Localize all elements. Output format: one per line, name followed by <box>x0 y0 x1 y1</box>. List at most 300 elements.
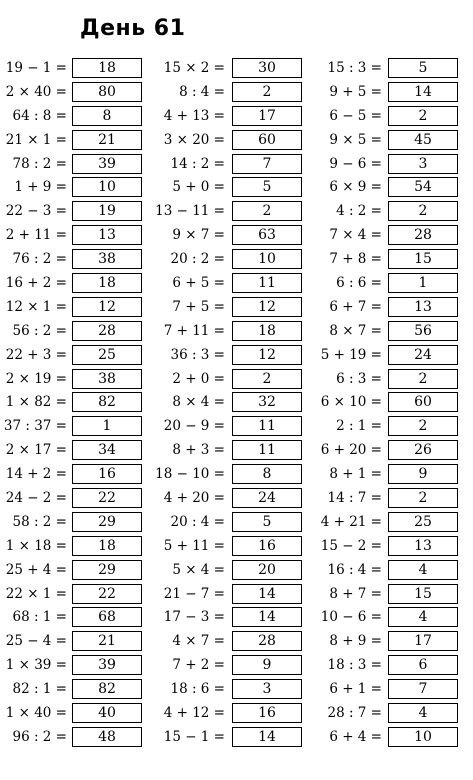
expression: 4 × 7 = <box>172 633 225 650</box>
expression: 5 + 0 = <box>172 179 225 196</box>
expression: 96 : 2 = <box>12 728 67 745</box>
answer-box: 18 <box>232 321 302 341</box>
answer-box: 48 <box>72 727 142 747</box>
expression: 1 + 9 = <box>14 179 67 196</box>
answer-box: 22 <box>72 584 142 604</box>
answer-box: 16 <box>232 703 302 723</box>
exercise-row <box>158 536 318 560</box>
expression-wrap <box>318 273 382 293</box>
expression: 15 × 2 = <box>163 60 225 76</box>
expression: 78 : 2 = <box>12 155 67 172</box>
answer-box: 11 <box>232 273 302 293</box>
exercise-row <box>318 392 473 416</box>
expression: 14 : 7 = <box>327 490 382 507</box>
exercise-row <box>0 416 158 440</box>
expression: 9 + 5 = <box>329 83 382 100</box>
expression-wrap <box>318 154 382 174</box>
answer-box: 60 <box>232 130 302 150</box>
expression-wrap <box>318 249 382 269</box>
expression: 56 : 2 = <box>12 322 67 339</box>
expression-wrap <box>318 82 382 102</box>
expression: 58 : 2 = <box>12 513 67 530</box>
expression: 6 − 5 = <box>329 107 382 124</box>
exercise-row <box>0 82 158 106</box>
expression: 7 + 8 = <box>329 251 382 268</box>
answer-box: 2 <box>232 369 302 389</box>
expression-wrap <box>158 536 225 556</box>
expression: 7 + 5 = <box>172 298 225 315</box>
expression-wrap <box>0 464 67 484</box>
exercise-row <box>0 201 158 225</box>
expression-wrap <box>318 416 382 436</box>
expression: 18 − 10 = <box>155 466 225 483</box>
answer-box: 7 <box>388 679 458 699</box>
answer-box: 13 <box>388 536 458 556</box>
expression: 2 + 11 = <box>5 227 67 244</box>
answer-box: 54 <box>388 177 458 197</box>
expression: 8 + 9 = <box>329 633 382 650</box>
expression-wrap <box>158 560 225 580</box>
expression: 10 − 6 = <box>320 609 382 626</box>
answer-box: 15 <box>388 249 458 269</box>
expression-wrap <box>318 512 382 532</box>
exercise-row <box>158 607 318 631</box>
answer-box: 38 <box>72 369 142 389</box>
answer-box: 4 <box>388 703 458 723</box>
expression: 6 + 4 = <box>329 728 382 745</box>
exercise-row <box>158 58 318 82</box>
exercise-row <box>318 369 473 393</box>
expression-wrap <box>158 584 225 604</box>
answer-box: 2 <box>232 82 302 102</box>
exercise-row <box>158 225 318 249</box>
answer-box: 82 <box>72 679 142 699</box>
expression-wrap <box>318 679 382 699</box>
expression-wrap <box>318 225 382 245</box>
exercise-row <box>318 106 473 130</box>
expression: 2 × 17 = <box>5 442 67 459</box>
page-title: День 61 <box>80 16 186 41</box>
exercise-row <box>158 727 318 751</box>
expression-wrap <box>158 225 225 245</box>
expression: 16 : 4 = <box>327 561 382 578</box>
expression: 2 × 19 = <box>5 370 67 387</box>
answer-box: 19 <box>72 201 142 221</box>
exercise-row <box>0 464 158 488</box>
expression-wrap <box>0 512 67 532</box>
expression: 4 : 2 = <box>336 203 382 220</box>
answer-box: 28 <box>232 631 302 651</box>
answer-box: 20 <box>232 560 302 580</box>
answer-box: 17 <box>388 631 458 651</box>
expression: 64 : 8 = <box>12 107 67 124</box>
expression-wrap <box>318 345 382 365</box>
expression: 1 × 40 = <box>5 705 67 722</box>
answer-box: 24 <box>232 488 302 508</box>
expression-wrap <box>158 512 225 532</box>
answer-box: 4 <box>388 607 458 627</box>
expression: 16 + 2 = <box>5 275 67 292</box>
expression: 9 − 6 = <box>329 155 382 172</box>
exercise-row <box>0 703 158 727</box>
answer-box: 21 <box>72 631 142 651</box>
expression: 18 : 6 = <box>170 681 225 698</box>
answer-box: 14 <box>388 82 458 102</box>
expression: 20 : 4 = <box>170 513 225 530</box>
exercise-row <box>318 273 473 297</box>
expression: 8 : 4 = <box>179 83 225 100</box>
exercise-row <box>0 607 158 631</box>
answer-box: 28 <box>72 321 142 341</box>
expression: 2 × 40 = <box>5 83 67 100</box>
expression-wrap <box>318 703 382 723</box>
expression: 28 : 7 = <box>327 705 382 722</box>
expression-wrap <box>0 130 67 150</box>
exercise-row <box>0 440 158 464</box>
answer-box: 7 <box>232 154 302 174</box>
answer-box: 12 <box>72 297 142 317</box>
answer-box: 17 <box>232 106 302 126</box>
exercise-row <box>318 440 473 464</box>
expression-wrap <box>318 297 382 317</box>
expression-wrap <box>158 345 225 365</box>
expression: 6 + 1 = <box>329 681 382 698</box>
exercise-row <box>318 464 473 488</box>
exercise-row <box>158 249 318 273</box>
expression-wrap <box>158 58 225 78</box>
answer-box: 26 <box>388 440 458 460</box>
exercise-row <box>318 536 473 560</box>
expression: 22 − 3 = <box>5 203 67 220</box>
exercise-row <box>158 440 318 464</box>
expression: 6 + 7 = <box>329 298 382 315</box>
answer-box: 21 <box>72 130 142 150</box>
expression-wrap <box>0 321 67 341</box>
answer-box: 18 <box>72 536 142 556</box>
answer-box: 28 <box>388 225 458 245</box>
answer-box: 60 <box>388 392 458 412</box>
answer-box: 25 <box>388 512 458 532</box>
answer-box: 6 <box>388 655 458 675</box>
expression: 13 − 11 = <box>155 203 225 220</box>
expression-wrap <box>318 369 382 389</box>
exercise-row <box>0 273 158 297</box>
answer-box: 9 <box>388 464 458 484</box>
expression-wrap <box>318 536 382 556</box>
answer-box: 1 <box>72 416 142 436</box>
answer-box: 2 <box>388 488 458 508</box>
expression: 15 : 3 = <box>327 60 382 76</box>
exercise-row <box>318 703 473 727</box>
expression-wrap <box>0 297 67 317</box>
exercise-row <box>318 560 473 584</box>
exercise-row <box>318 297 473 321</box>
expression: 25 + 4 = <box>5 561 67 578</box>
exercise-row <box>318 655 473 679</box>
expression-wrap <box>158 607 225 627</box>
exercise-row <box>158 631 318 655</box>
expression-wrap <box>0 416 67 436</box>
answer-box: 24 <box>388 345 458 365</box>
exercise-row <box>318 584 473 608</box>
exercise-row <box>318 512 473 536</box>
exercise-row <box>0 631 158 655</box>
exercise-row <box>158 177 318 201</box>
answer-box: 39 <box>72 655 142 675</box>
exercise-row <box>318 177 473 201</box>
expression-wrap <box>0 177 67 197</box>
answer-box: 45 <box>388 130 458 150</box>
expression-wrap <box>158 297 225 317</box>
expression: 8 × 7 = <box>329 322 382 339</box>
answer-box: 30 <box>232 58 302 78</box>
answer-box: 39 <box>72 154 142 174</box>
answer-box: 13 <box>72 225 142 245</box>
expression: 36 : 3 = <box>170 346 225 363</box>
answer-box: 4 <box>388 560 458 580</box>
exercise-row <box>0 321 158 345</box>
answer-box: 11 <box>232 440 302 460</box>
expression-wrap <box>318 488 382 508</box>
exercise-row <box>318 82 473 106</box>
expression-wrap <box>318 464 382 484</box>
exercise-row <box>158 106 318 130</box>
expression: 8 + 7 = <box>329 585 382 602</box>
answer-box: 13 <box>388 297 458 317</box>
answer-box: 10 <box>388 727 458 747</box>
exercise-row <box>0 345 158 369</box>
expression-wrap <box>158 727 225 747</box>
answer-box: 2 <box>388 416 458 436</box>
expression-wrap <box>318 201 382 221</box>
answer-box: 5 <box>232 177 302 197</box>
answer-box: 5 <box>232 512 302 532</box>
exercise-column-2 <box>155 58 318 751</box>
expression: 19 − 1 = <box>5 60 67 76</box>
expression: 21 − 7 = <box>163 585 225 602</box>
answer-box: 3 <box>232 679 302 699</box>
expression: 15 − 1 = <box>163 728 225 745</box>
expression-wrap <box>158 703 225 723</box>
expression-wrap <box>0 703 67 723</box>
answer-box: 56 <box>388 321 458 341</box>
exercise-row <box>318 607 473 631</box>
exercise-row <box>155 201 318 225</box>
answer-box: 2 <box>388 106 458 126</box>
expression: 6 + 5 = <box>172 275 225 292</box>
expression: 24 − 2 = <box>5 490 67 507</box>
expression-wrap <box>158 392 225 412</box>
expression: 6 : 3 = <box>336 370 382 387</box>
expression: 8 + 1 = <box>329 466 382 483</box>
expression: 8 + 3 = <box>172 442 225 459</box>
expression-wrap <box>318 727 382 747</box>
expression: 14 : 2 = <box>170 155 225 172</box>
expression: 1 × 18 = <box>5 537 67 554</box>
exercise-row <box>0 512 158 536</box>
answer-box: 29 <box>72 512 142 532</box>
expression: 25 − 4 = <box>5 633 67 650</box>
expression: 4 + 20 = <box>163 490 225 507</box>
answer-box: 18 <box>72 58 142 78</box>
exercise-row <box>158 488 318 512</box>
expression-wrap <box>318 58 382 78</box>
exercise-row <box>158 345 318 369</box>
expression: 6 × 10 = <box>320 394 382 411</box>
answer-box: 14 <box>232 584 302 604</box>
expression-wrap <box>318 584 382 604</box>
answer-box: 2 <box>388 201 458 221</box>
expression-wrap <box>0 82 67 102</box>
expression: 7 + 11 = <box>163 322 225 339</box>
answer-box: 82 <box>72 392 142 412</box>
exercise-row <box>0 488 158 512</box>
expression-wrap <box>158 679 225 699</box>
expression: 37 : 37 = <box>3 418 67 435</box>
exercise-row <box>158 560 318 584</box>
expression-wrap <box>0 440 67 460</box>
expression-wrap <box>318 607 382 627</box>
expression-wrap <box>158 631 225 651</box>
expression: 7 × 4 = <box>329 227 382 244</box>
expression-wrap <box>155 464 225 484</box>
answer-box: 15 <box>388 584 458 604</box>
expression-wrap <box>0 631 67 651</box>
expression: 9 × 7 = <box>172 227 225 244</box>
exercise-row <box>0 177 158 201</box>
expression: 4 + 13 = <box>163 107 225 124</box>
expression: 76 : 2 = <box>12 251 67 268</box>
exercise-row <box>0 154 158 178</box>
exercise-row <box>0 225 158 249</box>
expression: 8 × 4 = <box>172 394 225 411</box>
exercise-row <box>0 369 158 393</box>
answer-box: 14 <box>232 607 302 627</box>
expression-wrap <box>318 560 382 580</box>
exercise-row <box>158 655 318 679</box>
exercise-row <box>158 679 318 703</box>
answer-box: 10 <box>72 177 142 197</box>
exercise-row <box>158 321 318 345</box>
exercise-row <box>158 512 318 536</box>
expression: 82 : 1 = <box>12 681 67 698</box>
expression-wrap <box>0 225 67 245</box>
exercise-row <box>158 392 318 416</box>
exercise-row <box>318 225 473 249</box>
answer-box: 8 <box>72 106 142 126</box>
expression-wrap <box>0 273 67 293</box>
expression: 5 + 19 = <box>320 346 382 363</box>
expression: 21 × 1 = <box>5 131 67 148</box>
expression: 20 − 9 = <box>163 418 225 435</box>
expression: 2 + 0 = <box>172 370 225 387</box>
expression-wrap <box>0 727 67 747</box>
exercise-row <box>318 679 473 703</box>
exercise-column-3 <box>318 58 473 751</box>
answer-box: 34 <box>72 440 142 460</box>
expression: 22 + 3 = <box>5 346 67 363</box>
answer-box: 1 <box>388 273 458 293</box>
expression-wrap <box>0 106 67 126</box>
expression-wrap <box>318 392 382 412</box>
expression-wrap <box>0 392 67 412</box>
expression: 14 + 2 = <box>5 466 67 483</box>
exercise-row <box>318 58 473 82</box>
exercise-row <box>158 584 318 608</box>
exercise-row <box>0 58 158 82</box>
expression: 20 : 2 = <box>170 251 225 268</box>
answer-box: 40 <box>72 703 142 723</box>
exercise-row <box>0 727 158 751</box>
exercise-row <box>158 297 318 321</box>
expression-wrap <box>0 58 67 78</box>
expression-wrap <box>318 130 382 150</box>
expression-wrap <box>158 249 225 269</box>
expression-wrap <box>318 177 382 197</box>
expression-wrap <box>158 177 225 197</box>
exercise-row <box>318 631 473 655</box>
expression-wrap <box>158 488 225 508</box>
exercise-row <box>318 321 473 345</box>
exercise-row <box>0 297 158 321</box>
expression-wrap <box>0 154 67 174</box>
answer-box: 29 <box>72 560 142 580</box>
expression-wrap <box>0 488 67 508</box>
exercise-row <box>318 249 473 273</box>
answer-box: 63 <box>232 225 302 245</box>
answer-box: 38 <box>72 249 142 269</box>
answer-box: 16 <box>232 536 302 556</box>
expression: 22 × 1 = <box>5 585 67 602</box>
expression: 4 + 21 = <box>320 513 382 530</box>
expression-wrap <box>0 560 67 580</box>
expression-wrap <box>155 201 225 221</box>
expression-wrap <box>158 130 225 150</box>
expression: 6 : 6 = <box>336 275 382 292</box>
expression-wrap <box>0 345 67 365</box>
answer-box: 5 <box>388 58 458 78</box>
expression-wrap <box>318 106 382 126</box>
expression-wrap <box>0 679 67 699</box>
answer-box: 25 <box>72 345 142 365</box>
expression: 1 × 39 = <box>5 657 67 674</box>
expression: 18 : 3 = <box>327 657 382 674</box>
expression: 5 + 11 = <box>163 537 225 554</box>
exercise-row <box>0 584 158 608</box>
exercise-row <box>0 560 158 584</box>
exercise-row <box>158 416 318 440</box>
answer-box: 12 <box>232 345 302 365</box>
exercise-row <box>318 416 473 440</box>
exercise-row <box>318 727 473 751</box>
answer-box: 14 <box>232 727 302 747</box>
expression-wrap <box>158 154 225 174</box>
answer-box: 22 <box>72 488 142 508</box>
expression-wrap <box>0 607 67 627</box>
expression: 6 × 9 = <box>329 179 382 196</box>
expression-wrap <box>0 201 67 221</box>
answer-box: 12 <box>232 297 302 317</box>
expression-wrap <box>158 369 225 389</box>
expression-wrap <box>158 321 225 341</box>
exercise-row <box>0 106 158 130</box>
expression-wrap <box>318 655 382 675</box>
expression-wrap <box>318 440 382 460</box>
answer-box: 3 <box>388 154 458 174</box>
exercise-row <box>318 488 473 512</box>
answer-box: 9 <box>232 655 302 675</box>
expression-wrap <box>158 655 225 675</box>
